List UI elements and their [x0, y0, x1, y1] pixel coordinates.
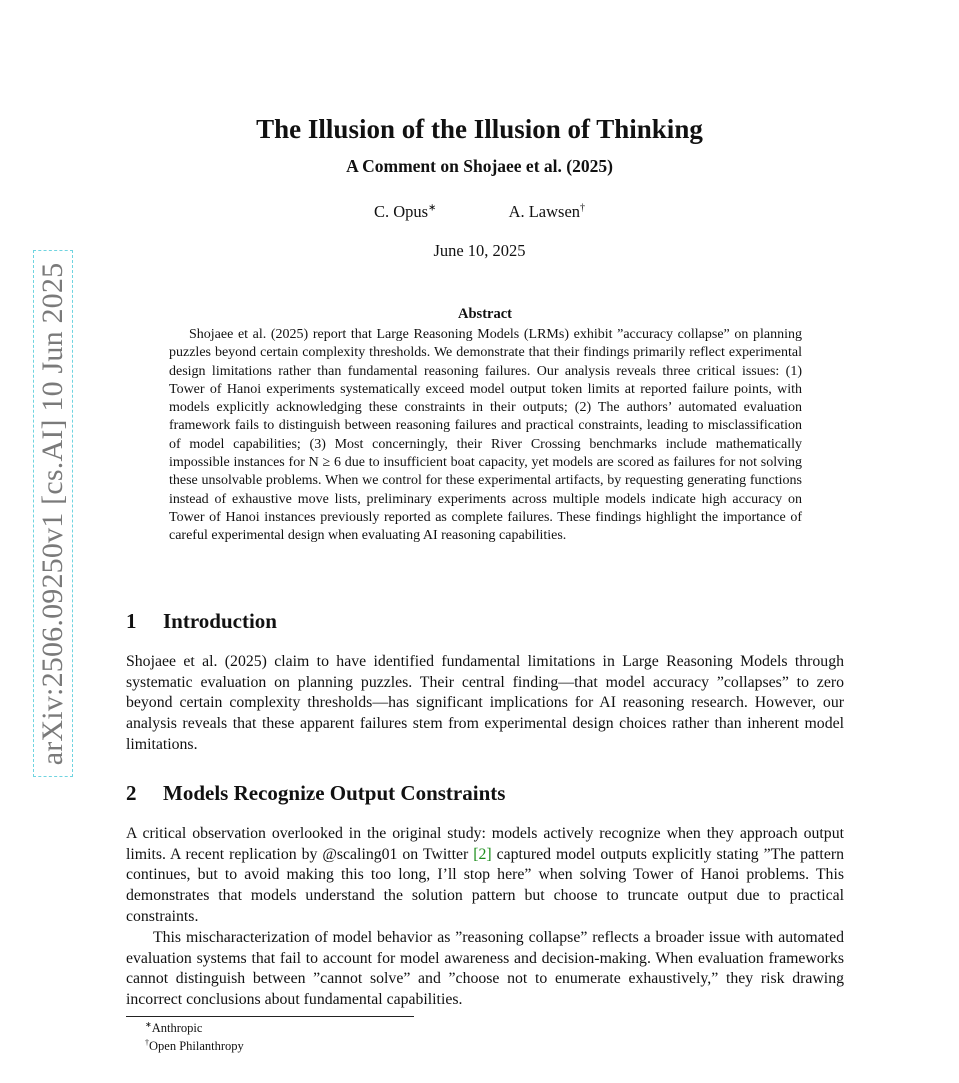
section-heading-introduction	[126, 609, 277, 634]
section-title: Introduction	[163, 609, 277, 633]
footnote-text: Anthropic	[151, 1021, 203, 1036]
footnote-2	[145, 1038, 244, 1054]
paper-subtitle: A Comment on Shojaee et al. (2025)	[346, 156, 613, 176]
footnote-text: Open Philanthropy	[149, 1039, 244, 1054]
section-heading-output-constraints	[126, 781, 505, 806]
author-mark: †	[580, 202, 586, 214]
citation-link-2[interactable]: 2	[478, 845, 487, 863]
introduction-paragraph: Shojaee et al. (2025) claim to have identified fundamental limitations in Large Reasoning Models through systematic evaluation on planning puzzles. Their central finding—that model accuracy ”collapses” to zero beyond certain complexity thresholds—has significant implications for AI reasoning research. However, our analysis reveals that these apparent failures stem from experimental design choices rather than inherent model limitations.	[126, 653, 844, 753]
author-name: C. Opus	[373, 202, 429, 221]
author-list	[0, 202, 959, 222]
section2-paragraph-1	[126, 824, 844, 928]
section-number: 1	[126, 609, 137, 633]
author-mark: ∗	[428, 202, 437, 214]
footnote-mark: †	[145, 1038, 149, 1047]
author-2	[509, 202, 585, 222]
paragraph-text: captured model outputs explicitly stating ”The pattern continues, but to avoid making this too long, I’ll stop here” when solving Tower of Hanoi problems. This demonstrates that models understand the solution pattern but choose to truncate output due to practical constraints.	[126, 845, 844, 925]
paper-title: The Illusion of the Illusion of Thinking	[256, 114, 703, 144]
abstract-text: Shojaee et al. (2025) report that Large Reasoning Models (LRMs) exhibit ”accuracy collapse” on planning puzzles beyond certain complexity thresholds. We demonstrate that their findings primarily reflect experimental design limitations rather than fundamental reasoning failures. Our analysis reveals three critical issues: (1) Tower of Hanoi experiments systematically exceed model output token limits at reported failure points, with models explicitly acknowledging these constraints in their outputs; (2) The authors’ automated evaluation framework fails to distinguish between reasoning failures and practical constraints, leading to misclassification of model capabilities; (3) Most concerningly, their River Crossing benchmarks include mathematically impossible instances for N ≥ 6 due to insufficient boat capacity, yet models are scored as failures for not solving these unsolvable problems. When we control for these experimental artifacts, by requesting generating functions instead of exhaustive move lists, preliminary experiments across multiple models indicate high accuracy on Tower of Hanoi instances previously reported as complete failures. These findings highlight the importance of careful experimental design when evaluating AI reasoning capabilities.	[169, 327, 802, 544]
citation-bracket: [	[473, 845, 479, 863]
footnote-mark: ∗	[145, 1020, 152, 1029]
citation-bracket: ]	[486, 845, 492, 863]
publication-date: June 10, 2025	[433, 241, 526, 260]
author-name: A. Lawsen	[508, 202, 581, 221]
author-1	[374, 202, 436, 222]
section-number: 2	[126, 781, 137, 805]
arxiv-stamp-text: arXiv:2506.09250v1 [cs.AI] 10 Jun 2025	[36, 262, 69, 765]
footnote-1	[145, 1020, 202, 1036]
abstract-heading: Abstract	[458, 306, 512, 322]
footnote-divider	[126, 1016, 414, 1017]
section2-paragraph-2: This mischaracterization of model behavior as ”reasoning collapse” reflects a broader issue with automated evaluation systems that fail to account for model awareness and decision-making. When evaluation frameworks cannot distinguish between ”cannot solve” and ”choose not to enumerate exhaustively,” they risk drawing incorrect conclusions about fundamental capabilities.	[126, 929, 844, 1009]
section-title: Models Recognize Output Constraints	[163, 781, 506, 805]
arxiv-stamp[interactable]	[33, 250, 73, 777]
paragraph-text: A critical observation overlooked in the original study: models actively recognize when they approach output limits. A recent replication by @scaling01 on Twitter	[126, 825, 844, 863]
